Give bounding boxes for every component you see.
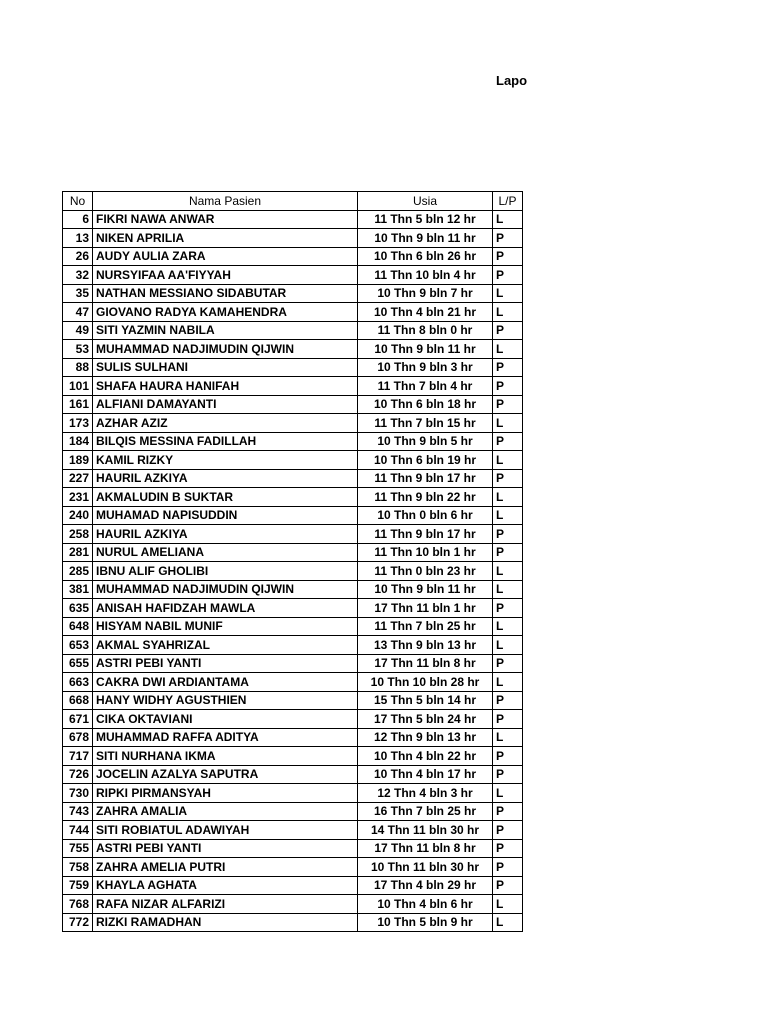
cell-sex: L <box>493 562 523 581</box>
cell-sex: P <box>493 525 523 544</box>
cell-sex: P <box>493 247 523 266</box>
cell-no: 655 <box>63 654 93 673</box>
cell-sex: L <box>493 210 523 229</box>
table-row <box>63 617 523 636</box>
cell-sex: L <box>493 784 523 803</box>
cell-sex: P <box>493 747 523 766</box>
cell-age: 11 Thn 8 bln 0 hr <box>358 321 493 340</box>
table-row <box>63 432 523 451</box>
table-row <box>63 469 523 488</box>
cell-sex: L <box>493 340 523 359</box>
cell-patient-name: RIPKI PIRMANSYAH <box>93 784 358 803</box>
cell-no: 32 <box>63 266 93 285</box>
cell-no: 88 <box>63 358 93 377</box>
cell-age: 10 Thn 5 bln 9 hr <box>358 913 493 932</box>
cell-sex: P <box>493 691 523 710</box>
cell-age: 12 Thn 9 bln 13 hr <box>358 728 493 747</box>
cell-sex: L <box>493 303 523 322</box>
cell-sex: L <box>493 284 523 303</box>
cell-patient-name: ALFIANI DAMAYANTI <box>93 395 358 414</box>
cell-age: 17 Thn 11 bln 8 hr <box>358 839 493 858</box>
cell-patient-name: JOCELIN AZALYA SAPUTRA <box>93 765 358 784</box>
table-row <box>63 636 523 655</box>
cell-sex: L <box>493 636 523 655</box>
cell-age: 10 Thn 4 bln 17 hr <box>358 765 493 784</box>
table-row <box>63 839 523 858</box>
cell-age: 10 Thn 9 bln 3 hr <box>358 358 493 377</box>
cell-no: 13 <box>63 229 93 248</box>
table-row <box>63 525 523 544</box>
cell-no: 6 <box>63 210 93 229</box>
cell-no: 184 <box>63 432 93 451</box>
cell-sex: P <box>493 858 523 877</box>
cell-no: 231 <box>63 488 93 507</box>
table-row <box>63 266 523 285</box>
cell-sex: L <box>493 728 523 747</box>
cell-patient-name: KAMIL RIZKY <box>93 451 358 470</box>
cell-sex: P <box>493 358 523 377</box>
cell-no: 47 <box>63 303 93 322</box>
table-row <box>63 284 523 303</box>
column-header-no: No <box>63 192 93 211</box>
cell-sex: L <box>493 506 523 525</box>
table-row <box>63 414 523 433</box>
cell-age: 17 Thn 5 bln 24 hr <box>358 710 493 729</box>
cell-patient-name: FIKRI NAWA ANWAR <box>93 210 358 229</box>
cell-age: 11 Thn 5 bln 12 hr <box>358 210 493 229</box>
cell-age: 11 Thn 10 bln 1 hr <box>358 543 493 562</box>
cell-no: 35 <box>63 284 93 303</box>
cell-patient-name: CIKA OKTAVIANI <box>93 710 358 729</box>
cell-patient-name: SITI YAZMIN NABILA <box>93 321 358 340</box>
cell-age: 10 Thn 9 bln 5 hr <box>358 432 493 451</box>
cell-age: 15 Thn 5 bln 14 hr <box>358 691 493 710</box>
cell-sex: P <box>493 321 523 340</box>
cell-sex: P <box>493 229 523 248</box>
cell-patient-name: IBNU ALIF GHOLIBI <box>93 562 358 581</box>
cell-patient-name: MUHAMMAD NADJIMUDIN QIJWIN <box>93 340 358 359</box>
table-row <box>63 358 523 377</box>
cell-no: 53 <box>63 340 93 359</box>
cell-age: 10 Thn 10 bln 28 hr <box>358 673 493 692</box>
cell-sex: P <box>493 469 523 488</box>
cell-patient-name: SULIS SULHANI <box>93 358 358 377</box>
table-row <box>63 673 523 692</box>
cell-no: 49 <box>63 321 93 340</box>
cell-sex: L <box>493 673 523 692</box>
cell-no: 189 <box>63 451 93 470</box>
table-row <box>63 506 523 525</box>
cell-age: 10 Thn 0 bln 6 hr <box>358 506 493 525</box>
cell-age: 13 Thn 9 bln 13 hr <box>358 636 493 655</box>
cell-no: 648 <box>63 617 93 636</box>
cell-age: 10 Thn 6 bln 19 hr <box>358 451 493 470</box>
cell-no: 26 <box>63 247 93 266</box>
cell-no: 744 <box>63 821 93 840</box>
cell-sex: L <box>493 895 523 914</box>
cell-sex: P <box>493 876 523 895</box>
cell-age: 10 Thn 6 bln 18 hr <box>358 395 493 414</box>
cell-no: 726 <box>63 765 93 784</box>
table-row <box>63 691 523 710</box>
cell-age: 10 Thn 4 bln 21 hr <box>358 303 493 322</box>
table-row <box>63 562 523 581</box>
report-title: Lapo <box>496 73 528 88</box>
table-row <box>63 543 523 562</box>
cell-sex: P <box>493 765 523 784</box>
cell-patient-name: NURSYIFAA AA'FIYYAH <box>93 266 358 285</box>
cell-patient-name: SITI NURHANA IKMA <box>93 747 358 766</box>
cell-no: 381 <box>63 580 93 599</box>
cell-no: 730 <box>63 784 93 803</box>
cell-patient-name: RIZKI RAMADHAN <box>93 913 358 932</box>
cell-patient-name: ASTRI PEBI YANTI <box>93 839 358 858</box>
cell-sex: P <box>493 839 523 858</box>
cell-age: 11 Thn 10 bln 4 hr <box>358 266 493 285</box>
cell-age: 11 Thn 9 bln 17 hr <box>358 469 493 488</box>
cell-no: 755 <box>63 839 93 858</box>
cell-sex: P <box>493 821 523 840</box>
cell-patient-name: AKMAL SYAHRIZAL <box>93 636 358 655</box>
cell-age: 10 Thn 9 bln 11 hr <box>358 580 493 599</box>
cell-age: 16 Thn 7 bln 25 hr <box>358 802 493 821</box>
table-row <box>63 580 523 599</box>
cell-age: 10 Thn 11 bln 30 hr <box>358 858 493 877</box>
cell-patient-name: HISYAM NABIL MUNIF <box>93 617 358 636</box>
cell-no: 717 <box>63 747 93 766</box>
cell-patient-name: RAFA NIZAR ALFARIZI <box>93 895 358 914</box>
cell-patient-name: MUHAMAD NAPISUDDIN <box>93 506 358 525</box>
cell-no: 173 <box>63 414 93 433</box>
cell-patient-name: SHAFA HAURA HANIFAH <box>93 377 358 396</box>
table-row <box>63 395 523 414</box>
cell-sex: L <box>493 414 523 433</box>
cell-no: 101 <box>63 377 93 396</box>
cell-patient-name: GIOVANO RADYA KAMAHENDRA <box>93 303 358 322</box>
cell-patient-name: ZAHRA AMALIA <box>93 802 358 821</box>
table-row <box>63 858 523 877</box>
table-row <box>63 728 523 747</box>
cell-age: 17 Thn 4 bln 29 hr <box>358 876 493 895</box>
cell-patient-name: HAURIL AZKIYA <box>93 525 358 544</box>
cell-patient-name: AZHAR AZIZ <box>93 414 358 433</box>
cell-patient-name: BILQIS MESSINA FADILLAH <box>93 432 358 451</box>
table-row <box>63 247 523 266</box>
cell-sex: P <box>493 377 523 396</box>
cell-no: 161 <box>63 395 93 414</box>
cell-sex: L <box>493 580 523 599</box>
cell-age: 12 Thn 4 bln 3 hr <box>358 784 493 803</box>
cell-sex: P <box>493 266 523 285</box>
cell-age: 11 Thn 9 bln 17 hr <box>358 525 493 544</box>
cell-age: 17 Thn 11 bln 8 hr <box>358 654 493 673</box>
table-row <box>63 377 523 396</box>
cell-patient-name: NIKEN APRILIA <box>93 229 358 248</box>
cell-age: 11 Thn 7 bln 15 hr <box>358 414 493 433</box>
cell-age: 11 Thn 7 bln 25 hr <box>358 617 493 636</box>
cell-patient-name: KHAYLA AGHATA <box>93 876 358 895</box>
table-row <box>63 654 523 673</box>
cell-no: 678 <box>63 728 93 747</box>
cell-no: 743 <box>63 802 93 821</box>
cell-patient-name: HAURIL AZKIYA <box>93 469 358 488</box>
header-row <box>63 192 523 211</box>
cell-patient-name: CAKRA DWI ARDIANTAMA <box>93 673 358 692</box>
cell-age: 10 Thn 6 bln 26 hr <box>358 247 493 266</box>
cell-age: 10 Thn 9 bln 11 hr <box>358 229 493 248</box>
cell-no: 772 <box>63 913 93 932</box>
cell-sex: P <box>493 599 523 618</box>
cell-patient-name: HANY WIDHY AGUSTHIEN <box>93 691 358 710</box>
column-header-age: Usia <box>358 192 493 211</box>
table-row <box>63 488 523 507</box>
cell-no: 635 <box>63 599 93 618</box>
cell-age: 11 Thn 0 bln 23 hr <box>358 562 493 581</box>
table-row <box>63 765 523 784</box>
cell-no: 768 <box>63 895 93 914</box>
cell-patient-name: ASTRI PEBI YANTI <box>93 654 358 673</box>
cell-no: 227 <box>63 469 93 488</box>
cell-patient-name: ANISAH HAFIDZAH MAWLA <box>93 599 358 618</box>
column-header-sex: L/P <box>493 192 523 211</box>
cell-patient-name: NURUL AMELIANA <box>93 543 358 562</box>
table-row <box>63 340 523 359</box>
cell-patient-name: ZAHRA AMELIA PUTRI <box>93 858 358 877</box>
cell-sex: L <box>493 913 523 932</box>
table-row <box>63 747 523 766</box>
cell-patient-name: AKMALUDIN B SUKTAR <box>93 488 358 507</box>
cell-no: 258 <box>63 525 93 544</box>
cell-sex: P <box>493 710 523 729</box>
cell-sex: P <box>493 395 523 414</box>
table-row <box>63 229 523 248</box>
table-row <box>63 210 523 229</box>
table-row <box>63 451 523 470</box>
cell-sex: P <box>493 543 523 562</box>
cell-sex: P <box>493 432 523 451</box>
cell-patient-name: NATHAN MESSIANO SIDABUTAR <box>93 284 358 303</box>
table-header <box>63 192 523 211</box>
cell-sex: L <box>493 451 523 470</box>
cell-no: 653 <box>63 636 93 655</box>
table-row <box>63 802 523 821</box>
cell-no: 759 <box>63 876 93 895</box>
cell-age: 10 Thn 4 bln 22 hr <box>358 747 493 766</box>
cell-no: 758 <box>63 858 93 877</box>
cell-sex: L <box>493 488 523 507</box>
table-row <box>63 710 523 729</box>
cell-patient-name: MUHAMMAD RAFFA ADITYA <box>93 728 358 747</box>
cell-no: 668 <box>63 691 93 710</box>
cell-no: 671 <box>63 710 93 729</box>
patient-table <box>62 191 523 932</box>
cell-sex: P <box>493 802 523 821</box>
cell-age: 10 Thn 9 bln 7 hr <box>358 284 493 303</box>
cell-age: 11 Thn 9 bln 22 hr <box>358 488 493 507</box>
cell-patient-name: SITI ROBIATUL ADAWIYAH <box>93 821 358 840</box>
table-row <box>63 913 523 932</box>
cell-patient-name: MUHAMMAD NADJIMUDIN QIJWIN <box>93 580 358 599</box>
table-row <box>63 321 523 340</box>
cell-patient-name: AUDY AULIA ZARA <box>93 247 358 266</box>
column-header-patient-name: Nama Pasien <box>93 192 358 211</box>
cell-age: 11 Thn 7 bln 4 hr <box>358 377 493 396</box>
cell-no: 240 <box>63 506 93 525</box>
patient-table-container <box>62 191 522 932</box>
table-row <box>63 876 523 895</box>
cell-sex: P <box>493 654 523 673</box>
cell-age: 14 Thn 11 bln 30 hr <box>358 821 493 840</box>
cell-age: 10 Thn 9 bln 11 hr <box>358 340 493 359</box>
cell-age: 17 Thn 11 bln 1 hr <box>358 599 493 618</box>
table-row <box>63 821 523 840</box>
cell-no: 663 <box>63 673 93 692</box>
table-row <box>63 784 523 803</box>
cell-sex: L <box>493 617 523 636</box>
cell-no: 285 <box>63 562 93 581</box>
cell-no: 281 <box>63 543 93 562</box>
cell-age: 10 Thn 4 bln 6 hr <box>358 895 493 914</box>
table-body <box>63 210 523 932</box>
table-row <box>63 895 523 914</box>
table-row <box>63 599 523 618</box>
table-row <box>63 303 523 322</box>
